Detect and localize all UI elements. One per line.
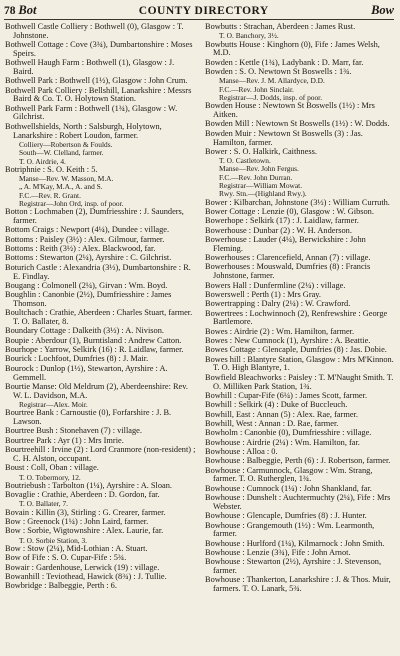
directory-entry: Bowden Mill : Newtown St Boswells (1½) : W. Dodds. bbox=[205, 119, 390, 129]
directory-entry: Bottoms : Paisley (3½) : Alex. Gilmour, farmer. bbox=[5, 234, 165, 244]
directory-entry: Bourtree Bank : Carnoustie (0), Forfarshire : J. B. Lawson. bbox=[5, 408, 172, 427]
directory-subentry: Manse—Rev. J. M. Allardyce, D.D. bbox=[219, 76, 325, 86]
directory-entry: Bowerswell : Perth (1) : Mrs Gray. bbox=[205, 289, 322, 299]
directory-entry: Bovaglie : Crathie, Aberdeen : D. Gordon, far. bbox=[5, 490, 160, 500]
directory-entry: Bourick : Lochfoot, Dumfries (8) : J. Mair. bbox=[5, 354, 149, 364]
directory-entry: Bowbutts : Strachan, Aberdeen : James Rust. bbox=[205, 22, 356, 31]
directory-subentry: T. O. Tobermory, 12. bbox=[19, 472, 81, 482]
directory-subentry: „ A. M'Kay, M.A., A. and S. bbox=[19, 182, 103, 192]
directory-entry: Bowhouse : Dunshelt : Auchtermuchty (2¼), Fife : Mrs Webster. bbox=[205, 493, 391, 511]
directory-entry: Bowbutts House : Kinghorn (0), Fife : James Welsh, M.D. bbox=[205, 39, 380, 58]
directory-entry: Bowhill : Cupar-Fife (6¼) : James Scott, farmer. bbox=[205, 390, 368, 400]
directory-entry: Bowes Cottage : Glencaple, Dumfries (8) : Jas. Dobie. bbox=[205, 345, 387, 355]
directory-entry: Botriphnie : S. O. Keith : 5. bbox=[5, 164, 98, 174]
directory-subentry: T. O. Sorbie Station, 3. bbox=[19, 535, 88, 545]
directory-entry: Bothwell Park Farm : Bothwell (1¾), Glasgow : W. Gilchrist. bbox=[5, 103, 178, 122]
directory-subentry: Manse—Rev. John Fergus. bbox=[219, 164, 299, 174]
directory-entry: Bourhope : Yarrow, Selkirk (16) : R. Laidlaw, farmer. bbox=[5, 345, 184, 355]
directory-entry: Bowden Muir : Newtown St Boswells (3) : Jas. Hamilton, farmer. bbox=[205, 128, 363, 147]
directory-entry: Bottom Craigs : Newport (4¼), Dundee : village. bbox=[5, 225, 170, 235]
directory-entry: Bothwellshields, North : Salsburgh, Holytown, Lanarkshire : Robert Loudon, farmer. bbox=[5, 121, 162, 140]
directory-subentry: F.C.—Rev. John Durran. bbox=[219, 172, 293, 182]
directory-entry: Bowfield Bleachworks : Paisley : T. M'Naught Smith. T. O. Milliken Park Station, 1¾. bbox=[205, 372, 394, 391]
directory-entry: Boutriebush : Tarbolton (1¼), Ayrshire : A. Sloan. bbox=[5, 480, 172, 490]
directory-entry: Bow : Greenock (1¼) : John Laird, farmer. bbox=[5, 517, 149, 527]
directory-entry: Bowden House : Newtown St Boswells (1½) : Mrs Aitken. bbox=[205, 101, 375, 120]
directory-entry: Botton : Lochmaben (2), Dumfriesshire : J. Saunders, farmer. bbox=[5, 207, 184, 226]
directory-entry: Bowes : Airdrie (2) : Wm. Hamilton, farmer. bbox=[205, 326, 355, 336]
first-term: Bot bbox=[18, 3, 37, 17]
left-column bbox=[5, 23, 196, 592]
directory-entry: Bowerhouse : Dunbar (2) : W. H. Anderson. bbox=[205, 225, 352, 235]
directory-entry: Bow of Fife : S. O. Cupar-Fife : 5¾. bbox=[5, 553, 127, 563]
directory-entry: Bower : S. O. Halkirk, Caithness. bbox=[205, 146, 317, 156]
directory-entry: Bothwell Cottage : Cove (3¾), Dumbartonshire : Moses Speirs. bbox=[5, 40, 193, 58]
directory-entry: Bourtree Bush : Stonehaven (7) : village. bbox=[5, 426, 142, 436]
directory-entry: Bowhill, East : Annan (5) : Alex. Rae, farmer. bbox=[205, 409, 358, 419]
directory-entry: Bowden : Kettle (1¾), Ladybank : D. Marr, far. bbox=[205, 57, 364, 67]
directory-subentry: T. O. Banchory, 3½. bbox=[219, 31, 279, 41]
directory-entry: Bowhill : Selkirk (4) : Duke of Buccleuch. bbox=[205, 400, 348, 410]
directory-entry: Bowhouse : Airdrie (2¼) : Wm. Hamilton, far. bbox=[205, 437, 360, 447]
directory-entry: Bowhouse : Carmunnock, Glasgow : Wm. Strang, farmer. T. O. Rutherglen, 1¾. bbox=[205, 465, 373, 484]
directory-entry: Bowertrees : Lochwinnoch (2), Renfrewshire : George Bartlemore. bbox=[205, 308, 388, 327]
directory-entry: Bowhouse : Cumnock (1¼) : John Shankland, far. bbox=[205, 483, 372, 493]
directory-subentry: Registrar—J. Dodds, insp. of poor. bbox=[219, 93, 323, 103]
directory-subentry: F.C.—Rev. John Sinclair. bbox=[219, 84, 294, 94]
directory-subentry: Registrar—John Ord, insp. of poor. bbox=[19, 199, 124, 209]
directory-entry: Bowhouse : Glencaple, Dumfries (8) : J. Hunter. bbox=[205, 511, 367, 521]
directory-entry: Bottoms : Reith (3½) : Alex. Blackwood, far. bbox=[5, 244, 156, 254]
directory-subentry: T. O. Castletown. bbox=[219, 156, 271, 166]
directory-entry: Bowhouse : Balbeggie, Perth (6) : J. Robertson, farmer. bbox=[205, 456, 391, 466]
directory-entry: Bowhouse : Grangemouth (1½) : Wm. Learmonth, farmer. bbox=[205, 520, 375, 539]
header-left bbox=[4, 3, 36, 18]
directory-entry: Bowden : S. O. Newtown St Boswells : 1¾. bbox=[205, 67, 352, 77]
directory-entry: Bothwell Park Colliery : Bellshill, Lanarkshire : Messrs Baird & Co. T. O. Holytown Station. bbox=[5, 85, 192, 104]
directory-entry: Boundary Cottage : Dalkeith (3½) : A. Nivison. bbox=[5, 326, 164, 336]
directory-entry: Bowerhouse : Lauder (4¼), Berwickshire : John Fleming. bbox=[205, 235, 366, 253]
directory-subentry: T. O. Ballater, 7. bbox=[19, 499, 69, 509]
directory-subentry: Rwy. Stn.—(Highland Rwy.). bbox=[219, 189, 307, 199]
right-column bbox=[205, 23, 396, 595]
directory-entry: Bothwell Haugh Farm : Bothwell (1), Glasgow : J. Baird. bbox=[5, 58, 175, 76]
directory-entry: Bowanhill : Teviothead, Hawick (8¾) : J. Tullie. bbox=[5, 572, 167, 582]
directory-entry: Bowhill, West : Annan : D. Rae, farmer. bbox=[205, 418, 339, 428]
directory-entry: Bowerhouses : Mouswald, Dumfries (8) : Francis Johnstone, farmer. bbox=[205, 262, 371, 281]
directory-subentry: South—W. Clelland, farmer. bbox=[19, 148, 104, 158]
directory-entry: Bougang : Colmonell (2¼), Girvan : Wm. Boyd. bbox=[5, 280, 168, 290]
page-title: COUNTY DIRECTORY bbox=[138, 5, 269, 17]
directory-entry: Bowes : New Cumnock (1), Ayrshire : A. Beattie. bbox=[205, 336, 371, 346]
directory-subentry: T. O. Airdrie, 4. bbox=[19, 156, 66, 166]
directory-subentry: Manse—Rev. W. Masson, M.A. bbox=[19, 174, 114, 184]
directory-entry: Boughlin : Canonbie (2½), Dumfriesshire : James Thomson. bbox=[5, 290, 172, 308]
directory-entry: Bowhouse : Hurlford (1¼), Kilmarnock : John Smith. bbox=[205, 538, 385, 548]
directory-entry: Bowholm : Canonbie (0), Dumfriesshire : village. bbox=[205, 428, 372, 438]
directory-entry: Bowers Hall : Dunfermline (2¼) : village. bbox=[205, 280, 346, 290]
directory-entry: Boultchach : Crathie, Aberdeen : Charles Stuart, farmer. T. O. Ballater, 8. bbox=[5, 308, 193, 327]
directory-entry: Boust : Coll, Oban : village. bbox=[5, 463, 99, 473]
directory-entry: Bourtree Park : Ayr (1) : Mrs Imrie. bbox=[5, 435, 124, 445]
header-rule bbox=[4, 19, 394, 20]
directory-entry: Bowerhope : Selkirk (17) : J. Laidlaw, farmer. bbox=[205, 216, 359, 226]
directory-entry: Bottoms : Stewarton (2¼), Ayrshire : C. Gilchrist. bbox=[5, 253, 172, 263]
directory-subentry: Registrar—Alex. Moir. bbox=[19, 399, 88, 409]
directory-entry: Bowes hill : Blantyre Station, Glasgow : Mrs M'Kinnon. T. O. High Blantyre, 1. bbox=[205, 354, 394, 373]
directory-entry: Bowbridge : Balbeggie, Perth : 6. bbox=[5, 581, 117, 591]
last-term: Bow bbox=[371, 3, 394, 17]
directory-entry: Boupie : Aberdour (1), Burntisland : Andrew Catton. bbox=[5, 335, 182, 345]
directory-entry: Bower Cottage : Lenzie (0), Glasgow : W. Gibson. bbox=[205, 207, 374, 217]
directory-entry: Bow : Sorbie, Wigtownshire : Alex. Laurie, far. bbox=[5, 526, 164, 536]
directory-entry: Bower : Kilbarchan, Johnstone (3½) : William Curruth. bbox=[205, 197, 390, 207]
directory-entry: Bowertrapping : Dalry (2¼) : W. Crawford. bbox=[205, 299, 351, 309]
directory-entry: Bourtreehill : Irvine (2) : Lord Cranmore (non-resident) ; C. H. Alston, occupant. bbox=[5, 445, 196, 463]
directory-subentry: Registrar—William Mowat. bbox=[219, 181, 303, 191]
directory-entry: Bothwell Park : Bothwell (1½), Glasgow : John Crum. bbox=[5, 76, 188, 86]
directory-entry: Bowerhouses : Clarencefield, Annan (7) : village. bbox=[205, 253, 371, 263]
directory-entry: Bowair : Gardenhouse, Lerwick (19) : village. bbox=[5, 562, 160, 572]
directory-entry: Bovain : Killin (3), Stirling : G. Crearer, farmer. bbox=[5, 507, 166, 517]
page-header bbox=[4, 3, 394, 19]
directory-entry: Bowhouse : Alloa : 0. bbox=[205, 446, 278, 456]
directory-entry: Bowhouse : Thankerton, Lanarkshire : J. & Thos. Muir, farmers. T. O. Lanark, 5¾. bbox=[205, 575, 391, 594]
directory-entry: Bowhouse : Stewarton (2½), Ayrshire : J. Stevenson, farmer. bbox=[205, 557, 382, 576]
directory-subentry: Colliery—Robertson & Foulds. bbox=[19, 139, 113, 149]
directory-entry: Bowhouse : Lenzie (3¾), Fife : John Arnot. bbox=[205, 547, 351, 557]
directory-entry: Boturich Castle : Alexandria (3½), Dumbartonshire : R. E. Findlay. bbox=[5, 262, 191, 281]
page-number: 78 bbox=[4, 5, 16, 17]
directory-subentry: F.C.—Rev. R. Grant. bbox=[19, 190, 81, 200]
directory-entry: Bothwell Castle Colliery : Bothwell (0), Glasgow : T. Johnstone. bbox=[5, 22, 184, 40]
directory-entry: Bow : Stow (2¼), Mid-Lothian : A. Stuart. bbox=[5, 544, 148, 554]
directory-entry: Bourock : Dunlop (1½), Stewarton, Ayrshire : A. Gemmell. bbox=[5, 363, 168, 382]
directory-entry: Bourtie Manse: Old Meldrum (2), Aberdeenshire: Rev. W. L. Davidson, M.A. bbox=[5, 381, 188, 400]
